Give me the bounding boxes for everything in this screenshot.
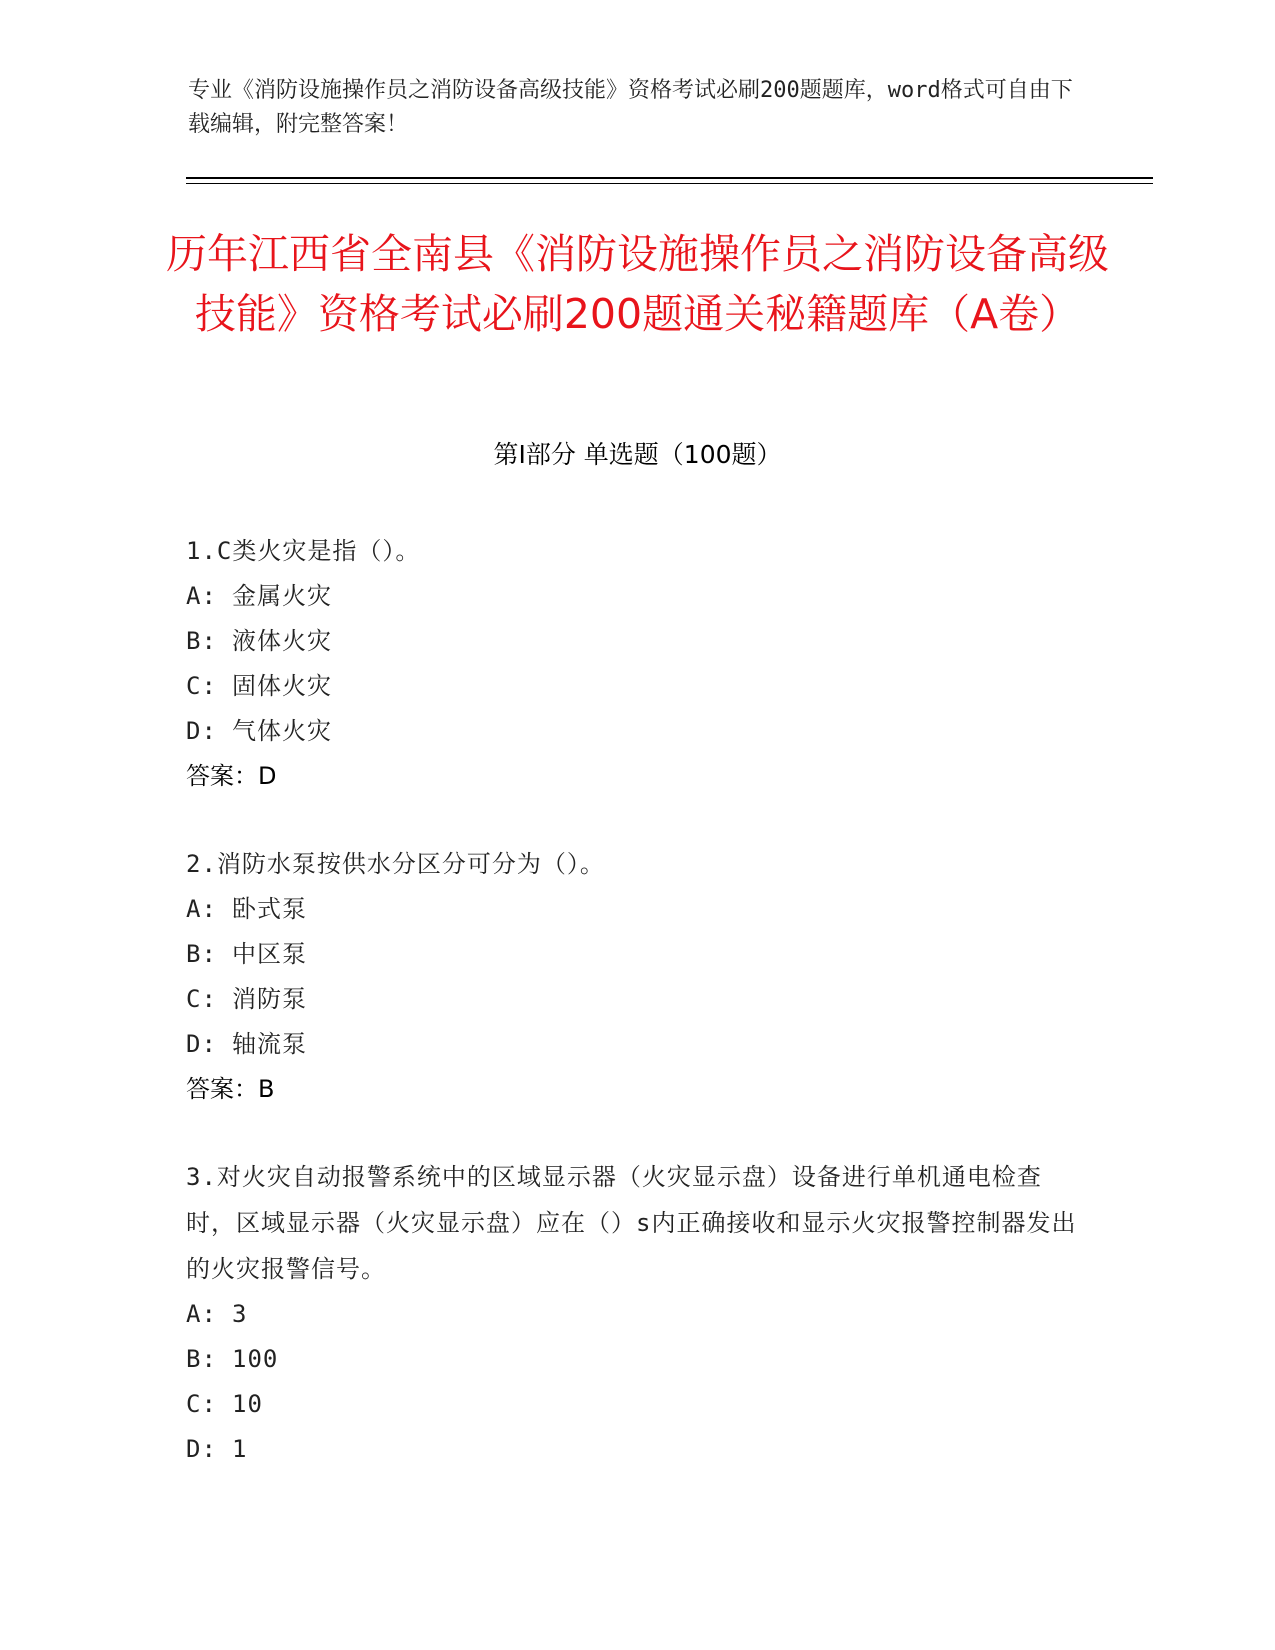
option-a xyxy=(186,574,1086,619)
option-text: 气体火灾 xyxy=(232,717,332,745)
option-b xyxy=(186,619,1086,664)
option-letter: D: xyxy=(186,717,217,745)
option-text: 10 xyxy=(232,1390,263,1418)
header-note: 专业《消防设施操作员之消防设备高级技能》资格考试必刷200题题库，word格式可自由下载编辑，附完整答案！ xyxy=(188,78,1073,137)
option-d xyxy=(186,1427,1086,1472)
document-title: 历年江西省全南县《消防设施操作员之消防设备高级技能》资格考试必刷200题通关秘籍题库（A卷） xyxy=(166,230,1109,338)
option-d xyxy=(186,709,1086,754)
header-divider-thin xyxy=(186,183,1153,184)
option-letter: B: xyxy=(186,1345,217,1373)
option-text: 液体火灾 xyxy=(232,627,332,655)
question-list xyxy=(186,528,1086,1514)
question-stem: 1.C类火灾是指（）。 xyxy=(186,537,421,565)
option-text: 消防泵 xyxy=(232,985,307,1013)
option-a xyxy=(186,887,1086,932)
question-2 xyxy=(186,841,1086,1112)
question-stem: 2.消防水泵按供水分区分可分为（）。 xyxy=(186,850,605,878)
option-letter: A: xyxy=(186,1300,217,1328)
option-a xyxy=(186,1292,1086,1337)
option-text: 1 xyxy=(232,1435,248,1463)
option-text: 金属火灾 xyxy=(232,582,332,610)
option-d xyxy=(186,1022,1086,1067)
option-letter: B: xyxy=(186,627,217,655)
section-heading: 第Ⅰ部分 单选题（100题） xyxy=(493,440,782,469)
answer-line: 答案：B xyxy=(186,1075,275,1103)
question-3 xyxy=(186,1154,1086,1472)
option-text: 中区泵 xyxy=(232,940,307,968)
option-letter: C: xyxy=(186,1390,217,1418)
option-letter: D: xyxy=(186,1435,217,1463)
option-c xyxy=(186,664,1086,709)
option-b xyxy=(186,932,1086,977)
option-text: 卧式泵 xyxy=(232,895,307,923)
option-letter: A: xyxy=(186,582,217,610)
option-letter: B: xyxy=(186,940,217,968)
option-text: 轴流泵 xyxy=(232,1030,307,1058)
question-1 xyxy=(186,528,1086,799)
option-text: 3 xyxy=(232,1300,248,1328)
option-text: 100 xyxy=(232,1345,279,1373)
answer-line: 答案：D xyxy=(186,762,277,790)
option-c xyxy=(186,977,1086,1022)
option-text: 固体火灾 xyxy=(232,672,332,700)
header-divider-thick xyxy=(186,177,1153,179)
option-letter: D: xyxy=(186,1030,217,1058)
option-letter: C: xyxy=(186,672,217,700)
question-stem: 3.对火灾自动报警系统中的区域显示器（火灾显示盘）设备进行单机通电检查时，区域显示器（火灾显示盘）应在（）s内正确接收和显示火灾报警控制器发出的火灾报警信号。 xyxy=(186,1163,1077,1283)
option-b xyxy=(186,1337,1086,1382)
option-c xyxy=(186,1382,1086,1427)
option-letter: C: xyxy=(186,985,217,1013)
option-letter: A: xyxy=(186,895,217,923)
